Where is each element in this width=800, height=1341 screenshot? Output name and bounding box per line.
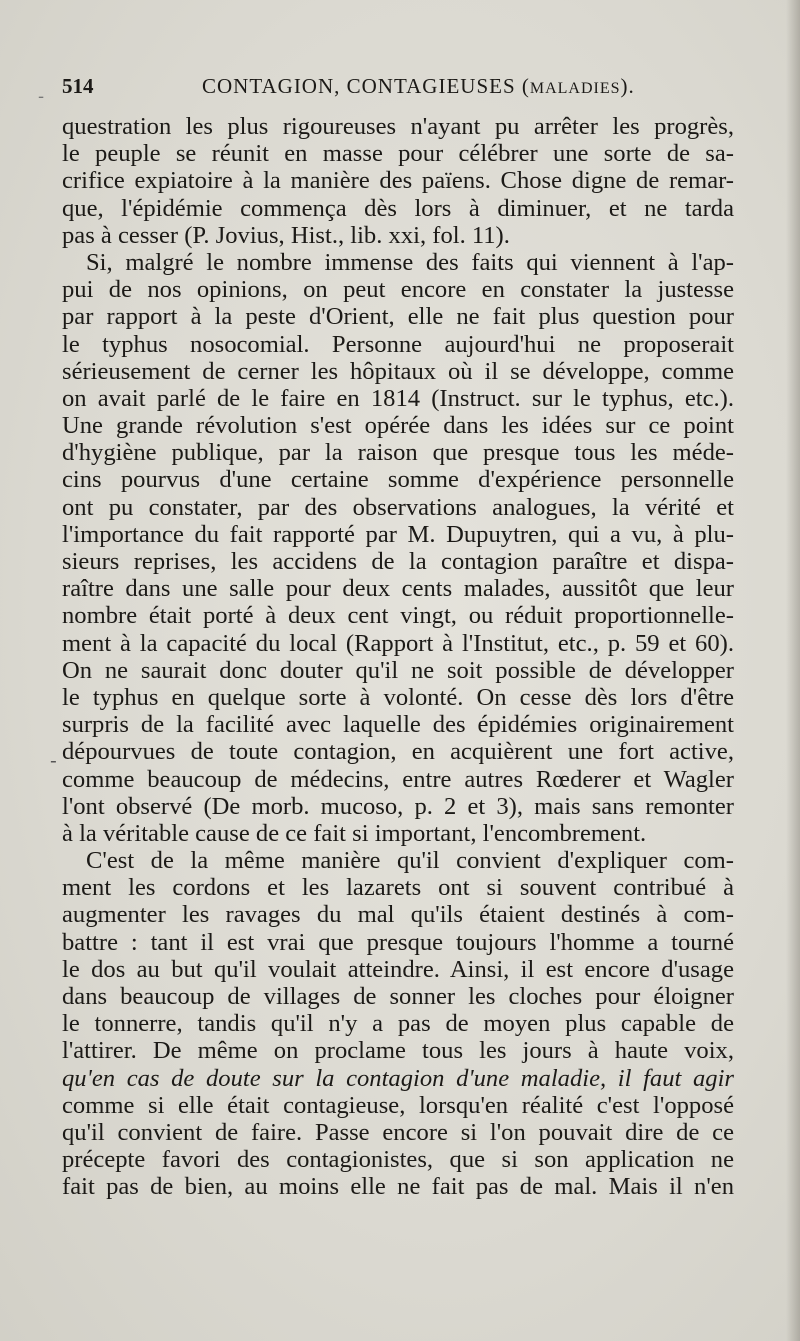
text-line: le typhus en quelque sorte à volonté. On cesse dès lors d'être	[62, 683, 734, 711]
text-line: crifice expiatoire à la manière des païens. Chose digne de remar-	[62, 167, 734, 195]
text-line: dans beaucoup de villages de sonner les cloches pour éloigner	[62, 983, 734, 1010]
running-title-small-caps: MALADIES	[529, 80, 621, 97]
text-line: par rapport à la peste d'Orient, elle ne fait plus question pour	[62, 303, 734, 331]
margin-mark: -	[38, 86, 45, 107]
text-line: ont pu constater, par des observations analogues, la vérité et	[62, 493, 734, 521]
text-line: comme beaucoup de médecins, entre autres Rœderer et Wagler	[62, 765, 734, 793]
text-line: on avait parlé de le faire en 1814 (Instruct. sur le typhus, etc.).	[62, 384, 734, 412]
text-line: l'ont observé (De morb. mucoso, p. 2 et 3), mais sans remonter	[62, 792, 734, 820]
text-line: nombre était porté à deux cent vingt, ou réduit proportionnelle-	[62, 602, 734, 630]
text-line: raître dans une salle pour deux cents malades, aussitôt que leur	[62, 575, 734, 603]
text-line: Une grande révolution s'est opérée dans les idées sur ce point	[62, 412, 734, 440]
text-line: qu'en cas de doute sur la contagion d'une maladie, il faut agir	[62, 1064, 734, 1092]
text-line: fait pas de bien, au moins elle ne fait pas de mal. Mais il n'en	[62, 1173, 734, 1201]
text-line: qu'il convient de faire. Passe encore si l'on pouvait dire de ce	[62, 1118, 734, 1146]
text-line: dépourvues de toute contagion, en acquièrent une fort active,	[62, 738, 734, 766]
running-title: CONTAGION, CONTAGIEUSES (MALADIES).	[202, 74, 635, 98]
text-line: le tonnerre, tandis qu'il n'y a pas de moyen plus capable de	[62, 1010, 734, 1038]
text-line: pas à cesser (P. Jovius, Hist., lib. xxi, fol. 11).	[62, 221, 510, 249]
text-line: sieurs reprises, les accidens de la contagion paraître et dispa-	[62, 548, 734, 575]
page-edge-shadow	[786, 0, 800, 1341]
margin-mark: -	[50, 748, 57, 772]
text-line: d'hygiène publique, par la raison que presque tous les méde-	[62, 439, 734, 467]
body-text	[62, 113, 734, 1201]
text-line: Si, malgré le nombre immense des faits qui viennent à l'ap-	[86, 248, 734, 276]
text-line: à la véritable cause de ce fait si important, l'encombrement.	[62, 819, 647, 847]
text-line: pui de nos opinions, on peut encore en constater la justesse	[62, 276, 734, 304]
running-header	[62, 74, 732, 108]
text-line: ment les cordons et les lazarets ont si souvent contribué à	[62, 874, 734, 902]
text-line: comme si elle était contagieuse, lorsqu'en réalité c'est l'opposé	[62, 1091, 734, 1119]
text-line: ment à la capacité du local (Rapport à l'Institut, etc., p. 59 et 60).	[62, 629, 734, 657]
text-line: battre : tant il est vrai que presque toujours l'homme a tourné	[62, 928, 734, 956]
text-line: l'attirer. De même on proclame tous les jours à haute voix,	[62, 1037, 734, 1065]
text-line: le dos au but qu'il voulait atteindre. Ainsi, il est encore d'usage	[62, 955, 734, 983]
text-line: cins pourvus d'une certaine somme d'expérience personnelle	[62, 466, 734, 494]
text-line: On ne saurait donc douter qu'il ne soit possible de développer	[62, 656, 734, 684]
text-line: C'est de la même manière qu'il convient d'expliquer com-	[86, 847, 734, 875]
page-number: 514	[62, 74, 94, 98]
text-line: précepte favori des contagionistes, que si son application ne	[62, 1146, 734, 1174]
text-line: sérieusement de cerner les hôpitaux où il se développe, comme	[62, 357, 734, 385]
text-line: questration les plus rigoureuses n'ayant pu arrêter les progrès,	[62, 113, 734, 140]
text-line: le peuple se réunit en masse pour célébrer une sorte de sa-	[62, 140, 734, 168]
text-line: surpris de la facilité avec laquelle des épidémies originairement	[62, 711, 734, 739]
text-line: le typhus nosocomial. Personne aujourd'hui ne proposerait	[62, 330, 734, 358]
text-line: l'importance du fait rapporté par M. Dupuytren, qui a vu, à plu-	[62, 520, 734, 548]
text-line: que, l'épidémie commença dès lors à diminuer, et ne tarda	[62, 194, 734, 222]
text-line: augmenter les ravages du mal qu'ils étaient destinés à com-	[62, 901, 734, 929]
